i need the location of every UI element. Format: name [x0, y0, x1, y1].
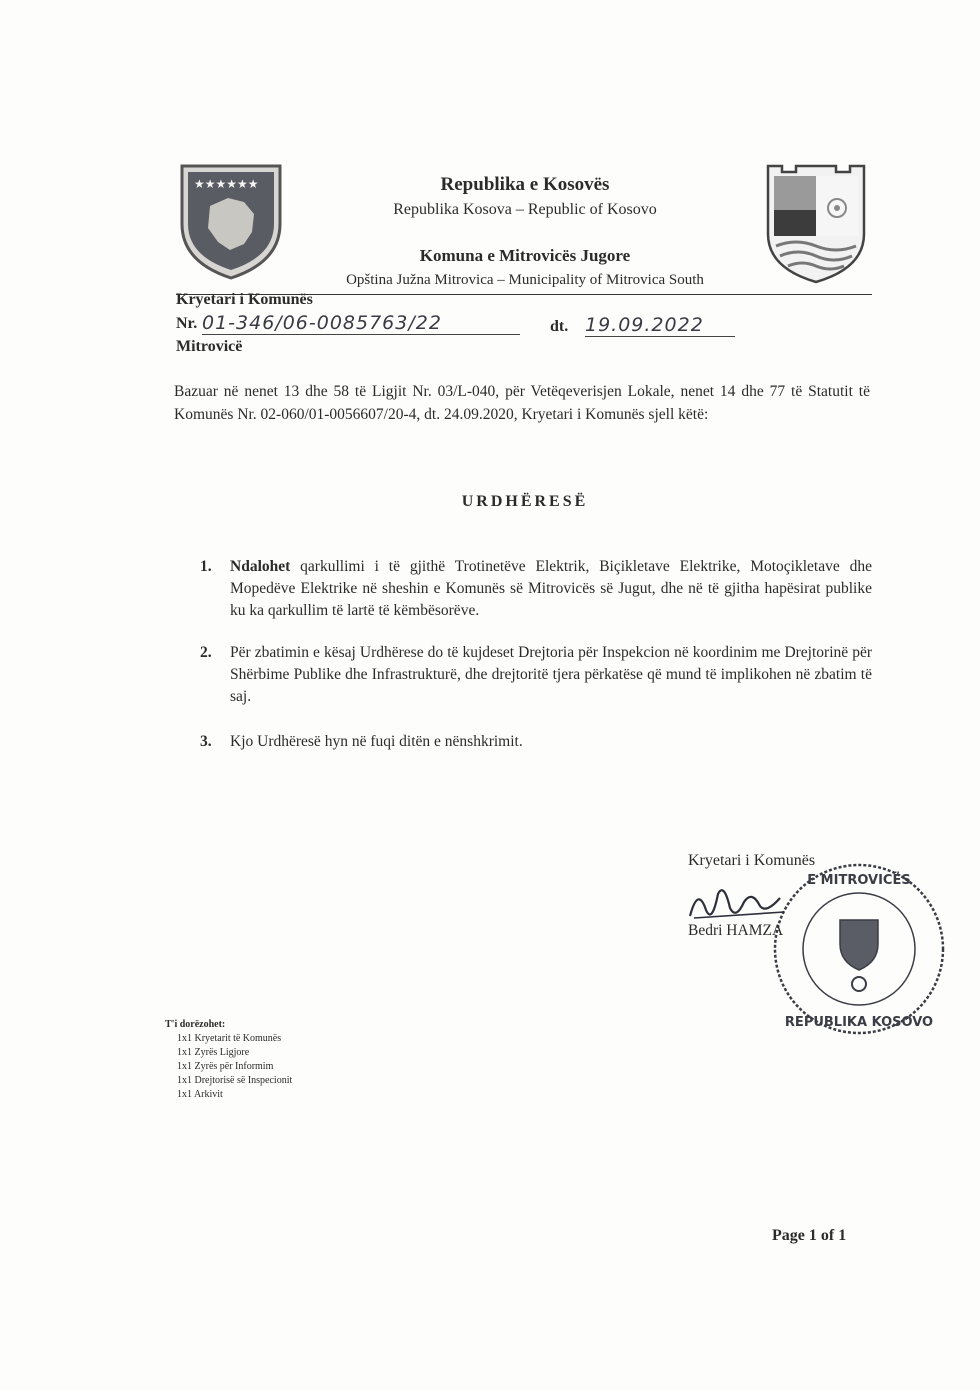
list-item: 1x1 Arkivit: [177, 1089, 223, 1100]
svg-text:E MITROVICËS: E MITROVICËS: [807, 873, 911, 888]
city: Mitrovicë: [176, 338, 243, 355]
list-item: 1x1 Drejtorisë së Inspecionit: [177, 1075, 293, 1086]
issue-date: 19.09.2022: [585, 314, 735, 337]
distribution-heading: T'i dorëzohet:: [165, 1019, 226, 1030]
item-number: 1.: [200, 558, 212, 575]
document-title: URDHËRESË: [461, 493, 589, 510]
issuing-office: Kryetari i Komunës: [176, 291, 313, 308]
item-text: Për zbatimin e kësaj Urdhërese do të kujdeset Drejtoria për Inspekcion në koordinim me Drejtorinë për Shërbime Publike dhe Infrastrukturë, dhe drejtoritë tjera përkatëse që mund të implikohen në zbatim të saj.: [230, 644, 872, 705]
header-municipality-subtitle: Opština Južna Mitrovica – Municipality of Mitrovica South: [346, 272, 704, 288]
item-number: 3.: [200, 733, 212, 750]
order-item: [200, 556, 872, 622]
signatory-title: Kryetari i Komunës: [688, 852, 816, 869]
svg-text:REPUBLIKA KOSOVO: REPUBLIKA KOSOVO: [784, 1015, 934, 1030]
official-stamp-icon: [768, 858, 950, 1040]
order-item: [200, 731, 872, 753]
kosovo-coat-of-arms-icon: [178, 162, 284, 280]
list-item: 1x1 Kryetarit të Komunës: [177, 1033, 282, 1044]
list-item: 1x1 Zyrës Ligjore: [177, 1047, 250, 1058]
svg-text:★★★★★★: ★★★★★★: [194, 177, 259, 191]
order-item: [200, 642, 872, 708]
header-country: Republika e Kosovës: [440, 174, 610, 195]
page-number: Page 1 of 1: [772, 1227, 847, 1244]
item-text: qarkullimi i të gjithë Trotinetëve Elektrik, Biçikletave Elektrike, Motoçikletave dhe Mopedëve Elektrike në sheshin e Komunës së Mitrovicës së Jugut, dhe në të gjitha hapësirat publike ku ka qarkullim të lartë të këmbësorëve.: [230, 558, 872, 619]
preamble-text: Bazuar në nenet 13 dhe 58 të Ligjit Nr. 03/L-040, për Vetëqeverisjen Lokale, nenet 14 dhe 77 të Statutit të Komunës Nr. 02-060/01-0056607/20-4, dt. 24.09.2020, Kryetari i Komunës sjell këtë:: [174, 383, 870, 423]
date-label: dt.: [550, 318, 569, 335]
distribution-list: [165, 1018, 292, 1102]
item-text: Kjo Urdhëresë hyn në fuqi ditën e nënshkrimit.: [230, 733, 523, 750]
signatory-name: Bedri HAMZA: [688, 922, 784, 939]
nr-label: Nr.: [176, 315, 198, 332]
header-country-subtitle: Republika Kosova – Republic of Kosovo: [393, 201, 657, 218]
header-municipality: Komuna e Mitrovicës Jugore: [419, 246, 631, 265]
municipality-emblem-icon: [762, 162, 870, 284]
protocol-number: 01-346/06-0085763/22: [202, 312, 520, 335]
list-item: 1x1 Zyrës për Informim: [177, 1061, 274, 1072]
handwritten-signature-icon: [684, 880, 794, 926]
item-number: 2.: [200, 644, 212, 661]
item-lead: Ndalohet: [230, 558, 291, 575]
